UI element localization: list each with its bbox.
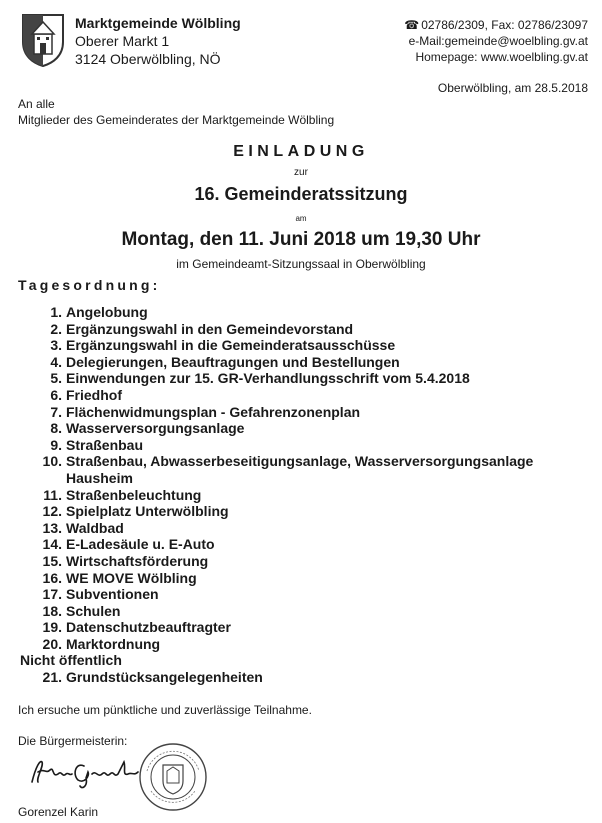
zur-label: zur bbox=[294, 167, 308, 178]
agenda-item-number: 13. bbox=[42, 519, 62, 536]
agenda-item-number: 12. bbox=[42, 503, 62, 520]
agenda-item-number: 14. bbox=[42, 536, 62, 553]
attendance-request: Ich ersuche um pünktliche und zuverlässige Teilnahme. bbox=[18, 703, 312, 717]
session-title: 16. Gemeinderatssitzung bbox=[194, 184, 408, 204]
agenda-item bbox=[38, 570, 598, 587]
agenda-item bbox=[38, 437, 598, 454]
agenda-item bbox=[38, 354, 598, 371]
agenda-item-text: Schulen bbox=[66, 602, 121, 619]
agenda-item-number: 17. bbox=[42, 586, 62, 603]
agenda-item-text: Delegierungen, Beauftragungen und Bestellungen bbox=[66, 353, 400, 370]
agenda-item bbox=[38, 586, 598, 603]
agenda-item-number: 9. bbox=[50, 436, 62, 453]
agenda-item-number: 15. bbox=[42, 552, 62, 569]
agenda-item-text: WE MOVE Wölbling bbox=[66, 569, 197, 586]
meeting-location: im Gemeindeamt-Sitzungssaal in Oberwölbling bbox=[176, 257, 426, 271]
agenda-item-text: Wasserversorgungsanlage bbox=[66, 420, 245, 437]
email-line: e-Mail:gemeinde@woelbling.gv.at bbox=[408, 34, 588, 48]
agenda-item-text: Ergänzungswahl in den Gemeindevorstand bbox=[66, 320, 354, 337]
street-address: Oberer Markt 1 bbox=[75, 33, 170, 49]
handwritten-signature bbox=[28, 752, 148, 792]
signatory-name: Gorenzel Karin bbox=[18, 805, 99, 819]
agenda-item-number: 5. bbox=[50, 370, 62, 387]
agenda-item-number: 8. bbox=[50, 420, 62, 437]
date-line: Oberwölbling, am 28.5.2018 bbox=[437, 81, 588, 95]
agenda-item-number: 20. bbox=[42, 635, 62, 652]
agenda-item-text: Marktordnung bbox=[66, 635, 161, 652]
agenda-item-number: 21. bbox=[42, 669, 62, 686]
signatory-role: Die Bürgermeisterin: bbox=[18, 734, 128, 748]
agenda-list bbox=[20, 304, 598, 686]
agenda-item bbox=[38, 387, 598, 404]
agenda-item-text: Einwendungen zur 15. GR-Verhandlungsschrift vom 5.4.2018 bbox=[66, 370, 470, 387]
invitation-title: EINLADUNG bbox=[233, 143, 369, 160]
closed-session-header: Nicht öffentlich bbox=[20, 652, 122, 669]
agenda-item bbox=[38, 636, 598, 653]
agenda-item bbox=[38, 553, 598, 570]
agenda-item-number: 3. bbox=[50, 337, 62, 354]
agenda-item-text: Grundstücksangelegenheiten bbox=[66, 669, 263, 686]
agenda-item-text: Wirtschaftsförderung bbox=[66, 552, 209, 569]
agenda-item-number: 11. bbox=[43, 486, 62, 503]
agenda-item-number: 19. bbox=[42, 619, 62, 636]
postal-city: 3124 Oberwölbling, NÖ bbox=[75, 51, 221, 67]
agenda-item bbox=[38, 520, 598, 537]
addressee-line-1: An alle bbox=[18, 97, 55, 111]
agenda-item-text: Spielplatz Unterwölbling bbox=[66, 503, 229, 520]
agenda-item-text: Straßenbau bbox=[66, 436, 144, 453]
agenda-item bbox=[38, 603, 598, 620]
agenda-item-text: Datenschutzbeauftragter bbox=[66, 619, 231, 636]
agenda-item bbox=[38, 321, 598, 338]
agenda-title: Tagesordnung: bbox=[18, 277, 161, 293]
addressee-line-2: Mitglieder des Gemeinderates der Marktgemeinde Wölbling bbox=[18, 113, 335, 127]
agenda-item bbox=[38, 619, 598, 636]
municipality-name: Marktgemeinde Wölbling bbox=[75, 15, 241, 31]
official-stamp bbox=[137, 741, 209, 813]
agenda-item bbox=[38, 337, 598, 354]
agenda-item bbox=[38, 370, 598, 387]
homepage-line: Homepage: www.woelbling.gv.at bbox=[415, 50, 588, 64]
phone-icon: ☎ bbox=[404, 18, 420, 32]
agenda-item bbox=[38, 503, 598, 520]
agenda-item-text: Waldbad bbox=[66, 519, 124, 536]
phone-line bbox=[404, 17, 588, 33]
agenda-item bbox=[38, 487, 598, 504]
agenda-item-text: Friedhof bbox=[66, 386, 122, 403]
agenda-item-text: Straßenbau, Abwasserbeseitigungsanlage, Wasserversorgungsanlage bbox=[66, 453, 534, 470]
am-label: am bbox=[295, 214, 307, 223]
agenda-item bbox=[38, 420, 598, 437]
agenda-item bbox=[38, 536, 598, 553]
agenda-item-text: Straßenbeleuchtung bbox=[66, 486, 202, 503]
agenda-item-number: 6. bbox=[50, 386, 62, 403]
agenda-item bbox=[38, 453, 598, 470]
agenda-item-number: 1. bbox=[50, 304, 62, 320]
addressee bbox=[18, 96, 334, 128]
meeting-datetime: Montag, den 11. Juni 2018 um 19,30 Uhr bbox=[121, 229, 481, 250]
agenda-item-continuation: Hausheim bbox=[66, 469, 133, 486]
agenda-item-number: 18. bbox=[42, 602, 62, 619]
sender-address bbox=[75, 14, 241, 68]
agenda-item-text: Angelobung bbox=[66, 304, 148, 320]
agenda-item-text: Ergänzungswahl in die Gemeinderatsausschüsse bbox=[66, 337, 396, 354]
contact-info bbox=[404, 17, 588, 65]
agenda-item-number: 10. bbox=[42, 453, 62, 470]
agenda-item-number: 2. bbox=[50, 320, 62, 337]
agenda-item-text: E-Ladesäule u. E-Auto bbox=[66, 536, 215, 553]
agenda-item-number: 4. bbox=[50, 353, 62, 370]
agenda-item bbox=[38, 404, 598, 421]
municipal-crest-icon bbox=[20, 12, 66, 68]
phone-fax: 02786/2309, Fax: 02786/23097 bbox=[421, 18, 588, 32]
agenda-item-number: 7. bbox=[50, 403, 62, 420]
agenda-item-text: Flächenwidmungsplan - Gefahrenzonenplan bbox=[66, 403, 361, 420]
agenda-item-number: 16. bbox=[42, 569, 62, 586]
agenda-item-text: Subventionen bbox=[66, 586, 159, 603]
agenda-item bbox=[38, 304, 598, 321]
agenda-item bbox=[38, 669, 598, 686]
